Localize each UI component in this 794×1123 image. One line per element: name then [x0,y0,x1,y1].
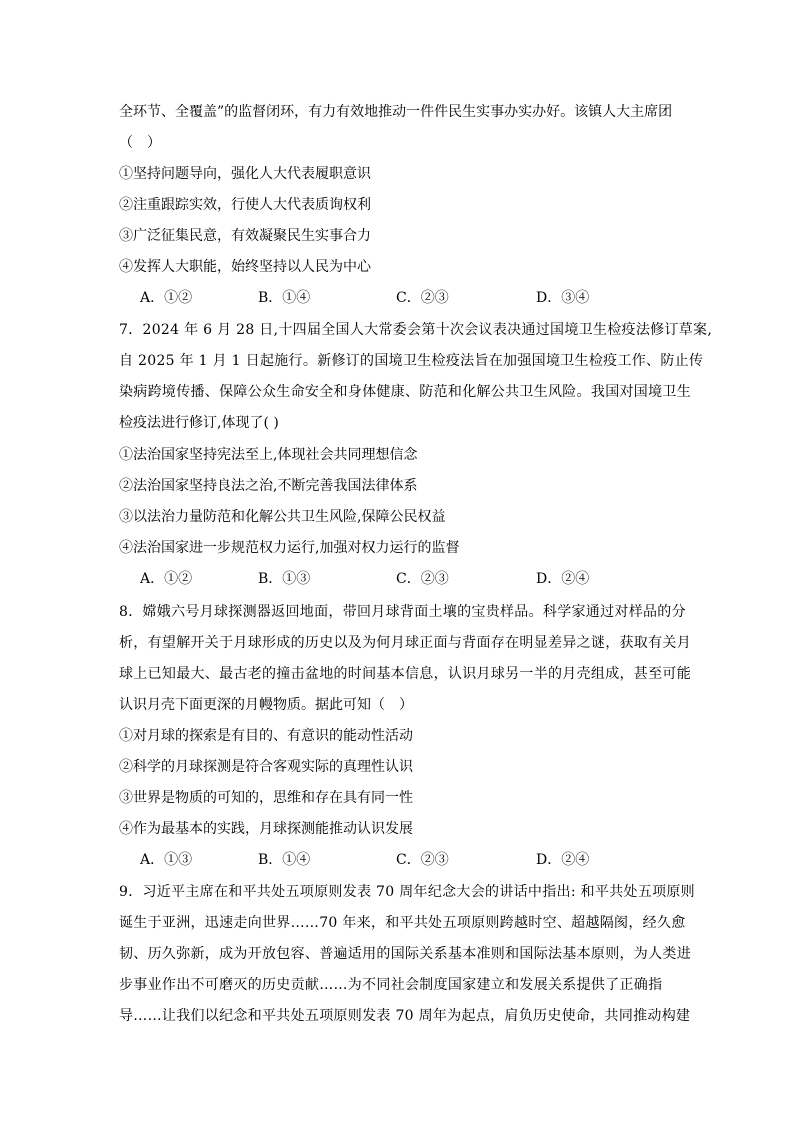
q6-item-4: ④发挥人大职能，始终坚持以人民为中心 [119,259,371,275]
q7-stem-line-1: 7．2024 年 6 月 28 日,十四届全国人大常委会第十次会议表决通过国境卫生检疫法修订草案, [119,322,713,338]
q8-item-4: ④作为最基本的实践，月球探测能推动认识发展 [119,821,413,837]
q7-item-3: ③以法治力量防范和化解公共卫生风险,保障公民权益 [119,509,446,525]
q8-option-c[interactable]: C．②③ [396,852,449,868]
q7-stem-line-2: 自 2025 年 1 月 1 日起施行。新修订的国境卫生检疫法旨在加强国境卫生检疫工作、防止传 [119,353,704,369]
q8-stem-line-3: 球上已知最大、最古老的撞击盆地的时间基本信息，认识月球另一半的月壳组成，甚至可能 [119,666,691,682]
q6-item-3: ③广泛征集民意，有效凝聚民生实事合力 [119,228,371,244]
q7-item-1: ①法治国家坚持宪法至上,体现社会共同理想信念 [119,447,418,463]
q6-option-a[interactable]: A．①② [140,290,193,306]
q6-item-2: ②注重跟踪实效，行使人大代表质询权利 [119,197,371,213]
q8-stem-line-1: 8．嫦娥六号月球探测器返回地面，带回月球背面土壤的宝贵样品。科学家通过对样品的分 [119,604,686,620]
q7-option-b[interactable]: B．①③ [258,571,311,587]
q6-stem-line: 全环节、全覆盖”的监督闭环，有力有效地推动一件件民生实事办实办好。该镇人大主席团 [119,104,673,120]
q8-stem-line-2: 析，有望解开关于月球形成的历史以及为何月球正面与背面存在明显差异之谜，获取有关月 [119,635,691,651]
q8-option-a[interactable]: A．①③ [140,852,193,868]
q9-stem-line-4: 步事业作出不可磨灭的历史贡献……为不同社会制度国家建立和发展关系提供了正确指 [119,977,663,993]
q9-stem-line-2: 诞生于亚洲，迅速走向世界……70 年来，和平共处五项原则跨越时空、超越隔阂，经久愈 [119,915,686,931]
q7-stem-line-4: 检疫法进行修订,体现了( ) [119,415,279,431]
q8-item-1: ①对月球的探索是有目的、有意识的能动性活动 [119,728,413,744]
q7-options [140,569,660,589]
q6-answer-blank: （ ） [119,135,161,151]
q8-option-b[interactable]: B．①④ [258,852,311,868]
q7-option-c[interactable]: C．②③ [396,571,449,587]
q9-stem-line-3: 韧、历久弥新，成为开放包容、普遍适用的国际关系基本准则和国际法基本原则，为人类进 [119,946,691,962]
q6-options [140,288,660,308]
q7-item-4: ④法治国家进一步规范权力运行,加强对权力运行的监督 [119,540,460,556]
q8-options [140,850,660,870]
q6-option-d[interactable]: D．③④ [536,290,590,306]
q8-item-2: ②科学的月球探测是符合客观实际的真理性认识 [119,759,413,775]
q6-option-c[interactable]: C．②③ [396,290,449,306]
q8-stem-line-4: 认识月壳下面更深的月幔物质。据此可知（ ） [119,697,413,713]
q7-stem-line-3: 染病跨境传播、保障公众生命安全和身体健康、防范和化解公共卫生风险。我国对国境卫生 [119,384,691,400]
q9-stem-line-1: 9．习近平主席在和平共处五项原则发表 70 周年纪念大会的讲话中指出: 和平共处五项原则 [119,884,695,900]
q6-option-b[interactable]: B．①④ [258,290,311,306]
q8-item-3: ③世界是物质的可知的，思维和存在具有同一性 [119,790,413,806]
q6-item-1: ①坚持问题导向，强化人大代表履职意识 [119,166,371,182]
q9-stem-line-5: 导……让我们以纪念和平共处五项原则发表 70 周年为起点，肩负历史使命，共同推动构建 [119,1008,691,1024]
q7-item-2: ②法治国家坚持良法之治,不断完善我国法律体系 [119,478,418,494]
q7-option-d[interactable]: D．②④ [536,571,590,587]
q7-option-a[interactable]: A．①② [140,571,193,587]
q8-option-d[interactable]: D．②④ [536,852,590,868]
